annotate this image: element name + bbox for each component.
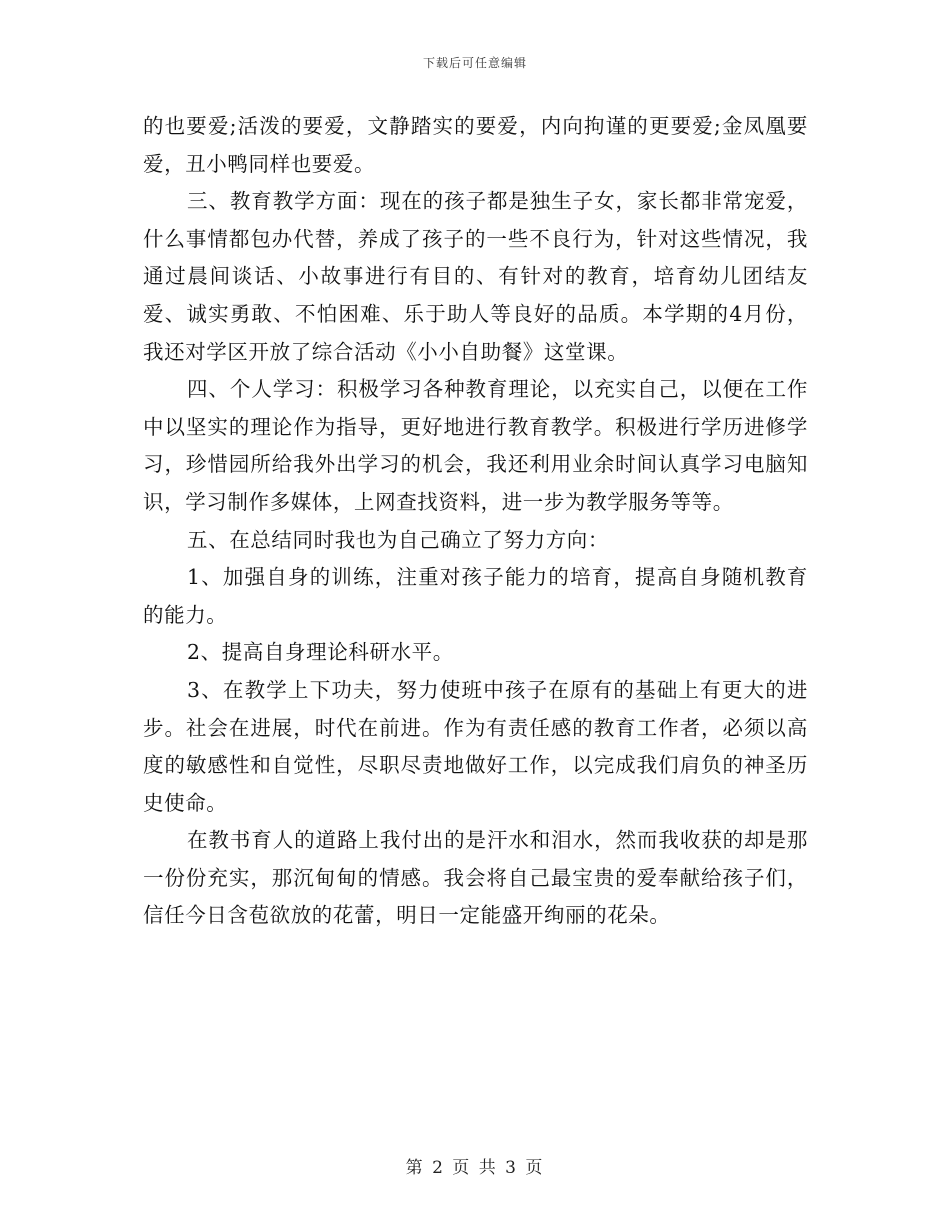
paragraph-item-three: 3、在教学上下功夫，努力使班中孩子在原有的基础上有更大的进步。社会在进展，时代在前进。作为有责任感的教育工作者，必须以高度的敏感性和自觉性，尽职尽责地做好工作，以完成我们肩负的神圣历史使命。 [143, 677, 808, 815]
page-number: 第 2 页 共 3 页 [405, 1158, 545, 1178]
page-header: 下载后可任意编辑 [422, 56, 527, 70]
paragraph-section-four: 四、个人学习：积极学习各种教育理论，以充实自己，以便在工作中以坚实的理论作为指导，更好地进行教育教学。积极进行学历进修学习，珍惜园所给我外出学习的机会，我还利用业余时间认真学习电脑知识，学习制作多媒体，上网查找资料，进一步为教学服务等等。 [143, 377, 808, 514]
paragraph-section-three: 三、教育教学方面：现在的孩子都是独生子女，家长都非常宠爱，什么事情都包办代替，养成了孩子的一些不良行为，针对这些情况，我通过晨间谈话、小故事进行有目的、有针对的教育，培育幼儿团结友爱、诚实勇敢、不怕困难、乐于助人等良好的品质。本学期的4月份，我还对学区开放了综合活动《小小自助餐》这堂课。 [143, 189, 808, 364]
paragraph-section-five: 五、在总结同时我也为自己确立了努力方向： [187, 527, 609, 552]
paragraph-item-one: 1、加强自身的训练，注重对孩子能力的培育，提高自身随机教育的能力。 [143, 565, 808, 627]
paragraph-continuation: 的也要爱;活泼的要爱，文静踏实的要爱，内向拘谨的更要爱;金凤凰要爱，丑小鸭同样也要爱。 [143, 114, 808, 176]
paragraph-conclusion: 在教书育人的道路上我付出的是汗水和泪水，然而我收获的却是那一份份充实，那沉甸甸的情感。我会将自己最宝贵的爱奉献给孩子们，信任今日含苞欲放的花蕾，明日一定能盛开绚丽的花朵。 [143, 828, 808, 928]
paragraph-item-two: 2、提高自身理论科研水平。 [187, 640, 454, 665]
document-body [143, 108, 808, 935]
